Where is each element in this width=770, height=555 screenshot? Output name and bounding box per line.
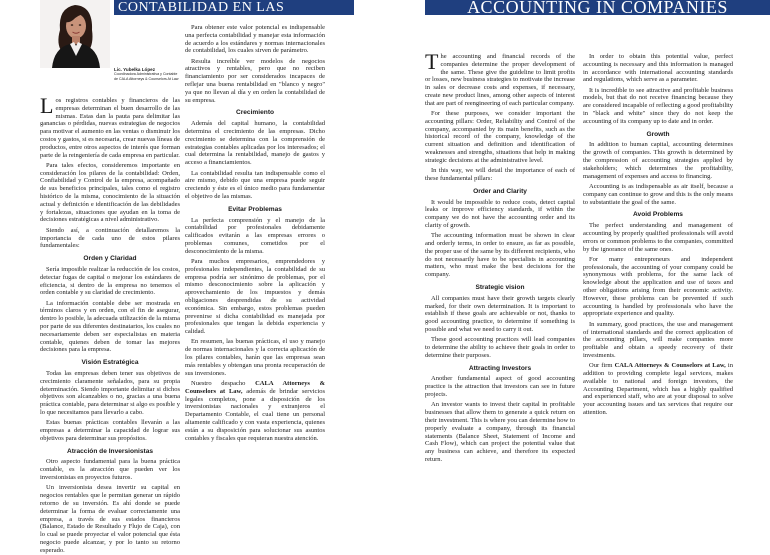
- spanish-paragraph: Un inversionista desea invertir su capital en negocios rentables que le permitan generar un rápido retorno de su inversión. Es ahí donde se puede determinar la forma de evaluar correctamente una empresa, a través de sus estados financieros (Balance, Estado de Resultado y Flujo de Caja), con lo cual se puede proyectar el valor potencial que ésta negocio puede alcanzar, y por lo tanto su retorno esperado.: [40, 484, 180, 554]
- author-portrait-image: [40, 0, 110, 68]
- drop-cap: T: [425, 49, 439, 74]
- english-paragraph: The perfect understanding and management of accounting by properly qualified professionals will avoid errors or common problems to the companies, committed by the ignorance of the same ones.: [583, 222, 733, 253]
- heading-growth: Growth: [646, 130, 670, 138]
- spanish-paragraph: [185, 380, 325, 442]
- spanish-column-2: [185, 24, 325, 500]
- english-paragraph: These good accounting practices will lead companies to determine the ability to achieve their goals in order to determine their purposes.: [425, 336, 575, 359]
- paragraph-text: Nuestro despacho: [191, 379, 256, 387]
- paragraph-text: además de brindar servicios legales completos, pone a disposición de los inversionistas nacionales y extranjeros el Departamento Contable, el cual tiene un personal altamente calificado y con vasta experiencia, quienes están a su disposición para solucionar sus asuntos contables y fiscales que requieran nuestra atención.: [185, 387, 325, 442]
- heading-investors: Attracting Investors: [468, 364, 532, 372]
- spanish-paragraph: Sería imposible realizar la reducción de los costos, detectar fugas de capital o mejorar los estándares de eficiencia, si dentro de la empresa no tenemos el orden contable y su claridad de crecimiento.: [40, 265, 180, 297]
- spanish-paragraph: La información contable debe ser mostrada en términos claros y en orden, con el fin de asegurar, dentro lo posible, la adecuada utilización de la misma por parte de sus diferentes destinatarios, los cuales no necesariamente deben ser especialistas en materia contable, quienes deben de tomar las mejores decisiones para la empresa.: [40, 299, 180, 354]
- english-paragraph: The accounting information must be shown in clear and orderly terms, in order to ensure, as far as possible, the proper use of the same by its different recipients, who do not necessarily have to be specialists in accounting matters, who must make the best decisions for the company.: [425, 232, 575, 279]
- heading-inversionistas: Atracción de Inversionistas: [66, 447, 154, 455]
- spanish-paragraph: En resumen, las buenas prácticas, el uso y manejo de normas internacionales y la correcta aplicación de los pilares contables, harán que las empresas sean más rentables y obtengan una pronta recuperación de sus inversiones.: [185, 338, 325, 377]
- paragraph-text: Our firm: [589, 362, 615, 370]
- english-column-1: [425, 49, 576, 500]
- drop-cap: L: [40, 93, 54, 118]
- spanish-paragraph: Resulta increíble ver modelos de negocios atractivos y rentables, pero que no reciben financiamiento por ser considerados incapaces de reflejar una buena rentabilidad en "blanco y negro" ya que no llevan al día y en orden la contabilidad de su empresa.: [185, 57, 325, 104]
- heading-crecimiento: Crecimiento: [235, 109, 275, 117]
- paragraph-text: in addition to providing complete legal services, makes available to national and foreign investors, the Accounting Department, which has a highly qualified and experienced staff, who are at your disposal to solve your accounting issues and tax services that require our attention.: [583, 362, 733, 416]
- spanish-paragraph: Además del capital humano, la contabilidad determina el crecimiento de las empresas. Dicho crecimiento se determina con la comprensión de estrategias contables aplicadas por los interesados; el cual determina la rentabilidad, manejo de gastos y acceso a financiamientos.: [185, 120, 325, 167]
- spanish-paragraph: Otro aspecto fundamental para la buena práctica contable, es la atracción que pueden ver los inversionistas en proyectos futuros.: [40, 458, 180, 482]
- english-paragraph: Another fundamental aspect of good accounting practice is the attraction that investors can see in future projects.: [425, 375, 575, 399]
- heading-orden: Orden y Claridad: [83, 255, 137, 263]
- section-header-spanish: CONTABILIDAD EN LAS EMPRESAS: [114, 0, 354, 15]
- firm-name: CALA Attorneys & Counselors at Law,: [614, 362, 726, 370]
- author-title: Coordinadora Administrativa y Contable de CALA Attorneys & Counselors At Law: [114, 72, 179, 81]
- paragraph-text: he accounting and financial records of the companies determine the proper development of the same. These give the guideline to limit profits or losses, new business strategies to motivate the increase in sales or decrease costs and expenses, if necessary, create new product lines, among other aspects of interest that are part of reengineering of each particular company.: [425, 53, 576, 107]
- spanish-paragraph: La contabilidad resulta tan indispensable como el aire mismo, debido que una empresa puede seguir creciendo y éste es el único medio para fundamentar el objetivo de las mismas.: [185, 169, 325, 200]
- spanish-paragraph: Estas buenas prácticas contables llevarán a las empresas a determinar la capacidad de lograr sus objetivos para determinar sus propósitos.: [40, 419, 180, 442]
- english-paragraph: In order to obtain this potential value, perfect accounting is necessary and this information is managed in accordance with international accounting standards and regulations, which serve as a parameter.: [583, 53, 733, 84]
- heading-order: Order and Clarity: [473, 187, 527, 195]
- english-paragraph: In this way, we will detail the importance of each of these fundamental pillars:: [425, 167, 575, 182]
- english-paragraph: All companies must have their growth targets clearly marked, for their own determination. It is important to establish if these goals are achievable or not, thanks to good accounting practice, to determine if something is possible and what we need to carry it out.: [425, 294, 575, 333]
- english-paragraph: For many entrepreneurs and independent professionals, the accounting of your company could be synonymous with problems, for the same lack of knowledge about the application and use of taxes and other obligations arising from their economic activity. However, these problems can be prevented if such accounting is handled by professionals who have the appropriate experience and quality.: [583, 255, 733, 318]
- section-header-english: ACCOUNTING IN COMPANIES: [425, 0, 770, 15]
- author-name: Lic. Yubelka López: [114, 67, 156, 72]
- author-caption: [114, 68, 180, 81]
- english-paragraph: In summary, good practices, the use and management of international standards and the correct application of the accounting pillars, will make companies more profitable and obtain a speedy recovery of their investments.: [583, 320, 733, 359]
- english-paragraph: An investor wants to invest their capital in profitable businesses that allow them to generate a quick return on their investment. This is where you can determine how to properly evaluate a company, through its financial statements (Balance Sheet, Statement of Income and Cash Flow), which can project the potential value that any business can achieve, and therefore its expected return.: [425, 401, 575, 463]
- firm-name: CALA Attorneys & Counselors at Law,: [185, 379, 325, 395]
- spanish-paragraph: La perfecta comprensión y el manejo de la contabilidad por profesionales debidamente calificados evitarán a las empresas errores o problemas comunes, cometidos por el desconocimiento de la misma.: [185, 216, 325, 255]
- english-paragraph: For these purposes, we consider important the accounting pillars: Order, Reliability and Control of the company, accompanied by its main benefits, such as the historical record of the company, knowledge of the current situation and definition and identification of weaknesses and strengths, situations that help in making strategic decisions at the administrative level.: [425, 110, 575, 164]
- spanish-paragraph: Siendo así, a continuación detallaremos la importancia de cada uno de estos pilares fundamentales:: [40, 226, 180, 250]
- english-column-2: [583, 53, 733, 500]
- spanish-paragraph: Para obtener este valor potencial es indispensable una perfecta contabilidad y manejar esta información de acuerdo a los estándares y normas internacionales de contabilidad, los cuales sirven de parámetro.: [185, 24, 325, 55]
- author-photo: [40, 0, 110, 68]
- english-paragraph: In addition to human capital, accounting determines the growth of companies. This growth is determined by the compression of accounting strategies applied by stakeholders; which determines the profitability, management of expenses and access to financing.: [583, 141, 733, 180]
- english-paragraph: It would be impossible to reduce costs, detect capital leaks or improve efficiency standards, if within the company we do not have the accounting order and its clarity of growth.: [425, 198, 575, 229]
- paragraph-text: os registros contables y financieros de las empresas determinan el buen desarrollo de las mismas. Estas dan la pauta para delimitar las ganancias o pérdidas, nuevas estrategias de negocios para motivar el aumento en las ventas o disminuir los costos y gastos, si es necesaria, crear nuevas líneas de productos, entre otros aspectos de interés que forman parte de la reingeniería de cada empresa en particular.: [40, 97, 180, 159]
- spanish-paragraph: Para muchos empresarios, emprendedores y profesionales independientes, la contabilidad de su empresa podría ser sinónimo de problemas, por el mismo desconocimiento sobre la aplicación y aprovechamiento de los impuestos y demás obligaciones desprendidas de su actividad económica. Sin embargo, estos problemas pueden prevenirse si dicha contabilidad es manejada por profesionales que tengan la debida experiencia y calidad.: [185, 258, 325, 336]
- english-paragraph: [583, 362, 733, 417]
- english-paragraph: Accounting is as indispensable as air itself, because a company can continue to grow and this is the only means to substantiate the goal of the same.: [583, 182, 733, 206]
- heading-vision: Visión Estratégica: [81, 359, 139, 367]
- spanish-paragraph: [40, 93, 180, 159]
- heading-avoid: Avoid Problems: [633, 211, 683, 219]
- heading-evitar: Evitar Problemas: [228, 205, 282, 213]
- spanish-paragraph: Todas las empresas deben tener sus objetivos de crecimiento claramente señalados, para su propia determinación. Siendo importante delimitar si dichos objetivos son alcanzables o no, gracias a una buena práctica contable, para determinar si algo es posible y lo que necesitamos para llevarlo a cabo.: [40, 370, 180, 416]
- english-paragraph: [425, 49, 576, 108]
- spanish-column-1: [40, 93, 180, 554]
- heading-vision: Strategic vision: [475, 284, 525, 292]
- english-paragraph: It is incredible to see attractive and profitable business models, but that do not receive financing because they are considered incapable of reflecting a good profitability in "black and white" since they do not keep the accounting of its company up to date and in order.: [583, 86, 733, 125]
- spanish-paragraph: Para tales efectos, consideremos importante en consideración los pilares de la contabilidad: Orden, Confiabilidad y Control de la empresa, acompañado de sus beneficios principales, tales como el registro histórico de la misma, conocimiento de la situación actual y definición e identificación de las debilidades y fortalezas, situaciones que ayudan en la toma de decisiones estratégicas a nivel administrativo.: [40, 161, 180, 224]
